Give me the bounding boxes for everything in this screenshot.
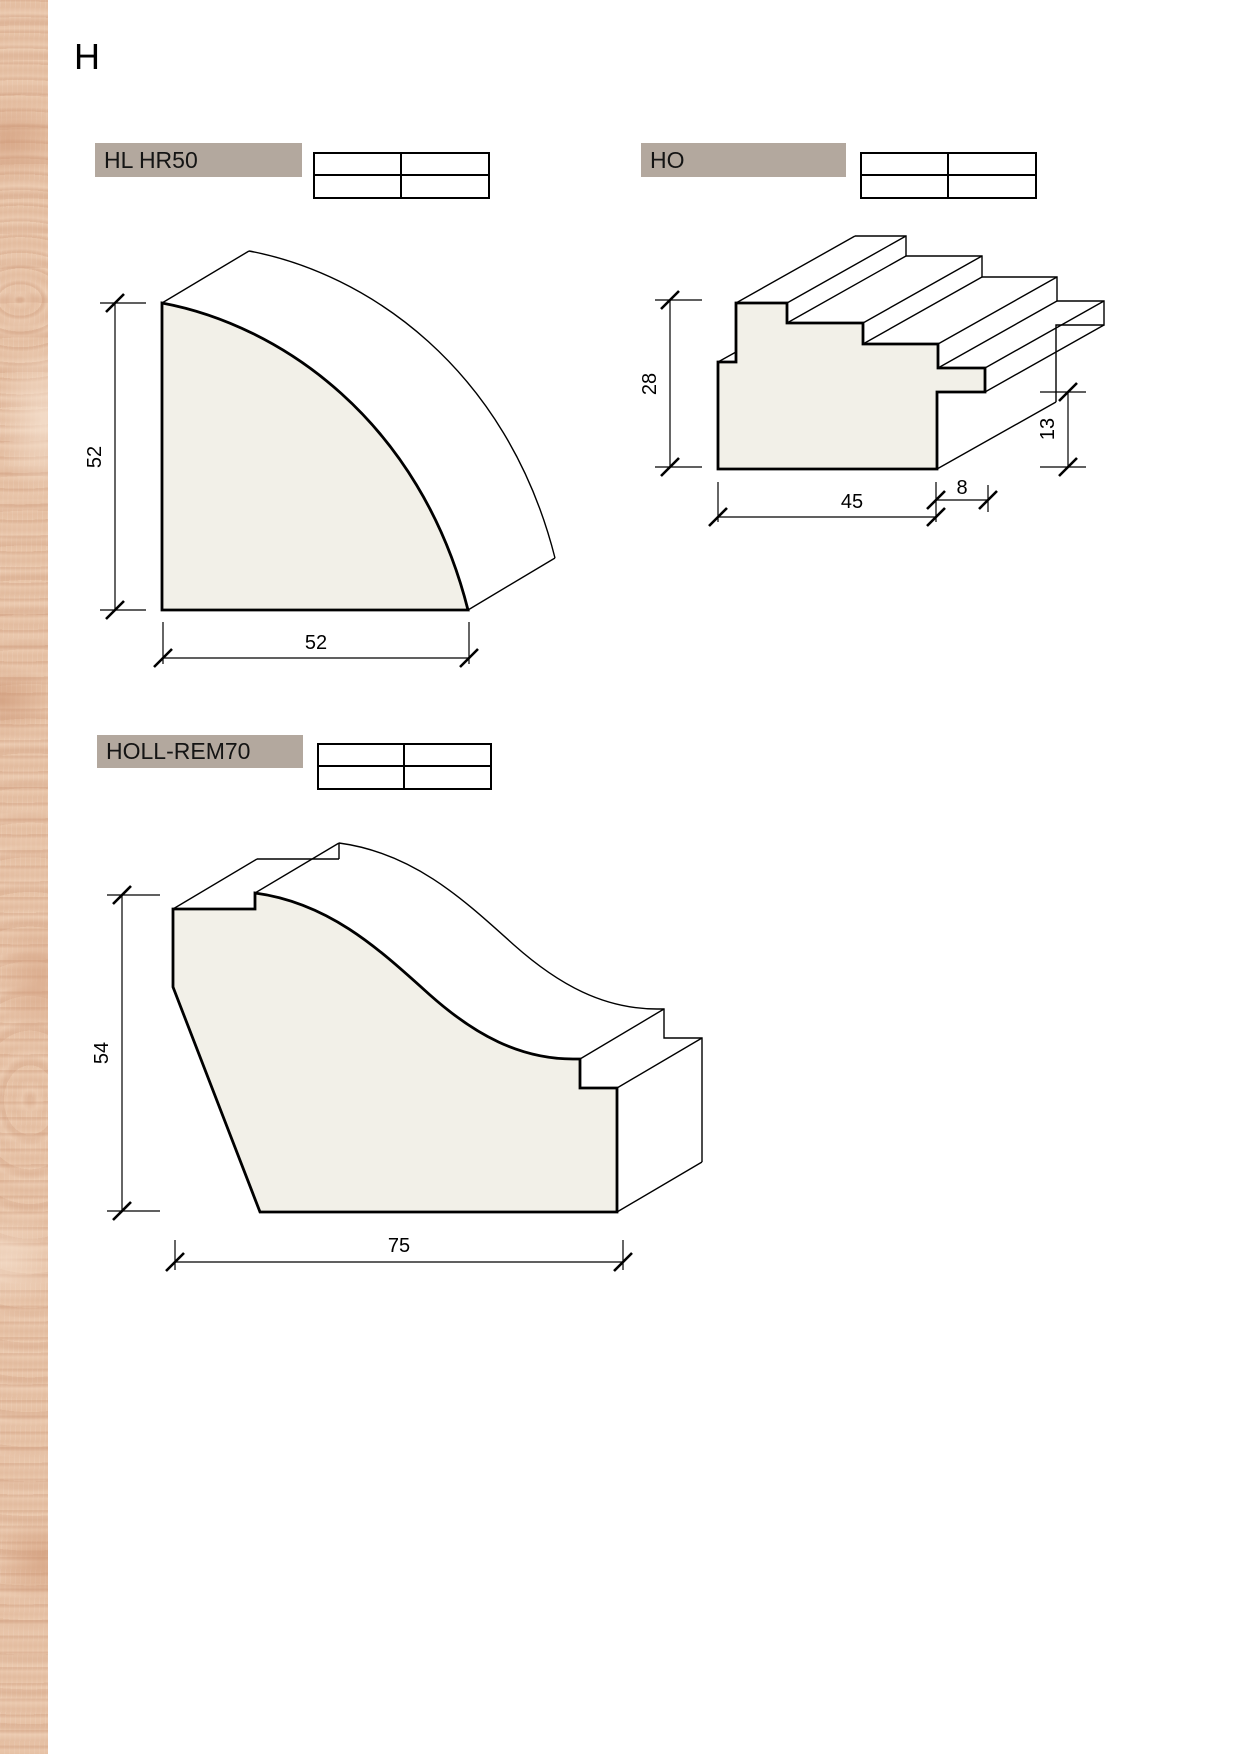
- dimension-label-height: 52: [84, 445, 106, 469]
- dimension-label-rebate-width: 8: [956, 477, 968, 499]
- profile-drawing-hl-hr50: [84, 251, 555, 667]
- profile-drawing-ho: [639, 236, 1104, 526]
- dimension-label-width: 45: [840, 491, 864, 513]
- dimension-label-width: 75: [387, 1235, 411, 1257]
- dimension-label-width: 52: [304, 632, 328, 654]
- dimension-label-height: 54: [91, 1041, 113, 1065]
- dimension-label-height: 28: [639, 372, 661, 396]
- profile-name: HO: [650, 147, 685, 173]
- page-title: H: [74, 36, 100, 77]
- dimension-rebate-width: [927, 477, 997, 512]
- profile-name: HOLL-REM70: [106, 738, 251, 764]
- profile-drawing-holl-rem70: [91, 843, 702, 1271]
- dimension-height: [84, 294, 146, 619]
- dimension-height: [91, 886, 160, 1220]
- profile-name: HL HR50: [104, 147, 198, 173]
- dimension-height: [639, 291, 702, 476]
- dimension-width: [154, 622, 478, 667]
- dimension-rebate-height: [1037, 383, 1086, 476]
- dimension-width: [709, 482, 945, 526]
- dimension-label-rebate-height: 13: [1037, 417, 1059, 441]
- dimension-width: [166, 1235, 632, 1271]
